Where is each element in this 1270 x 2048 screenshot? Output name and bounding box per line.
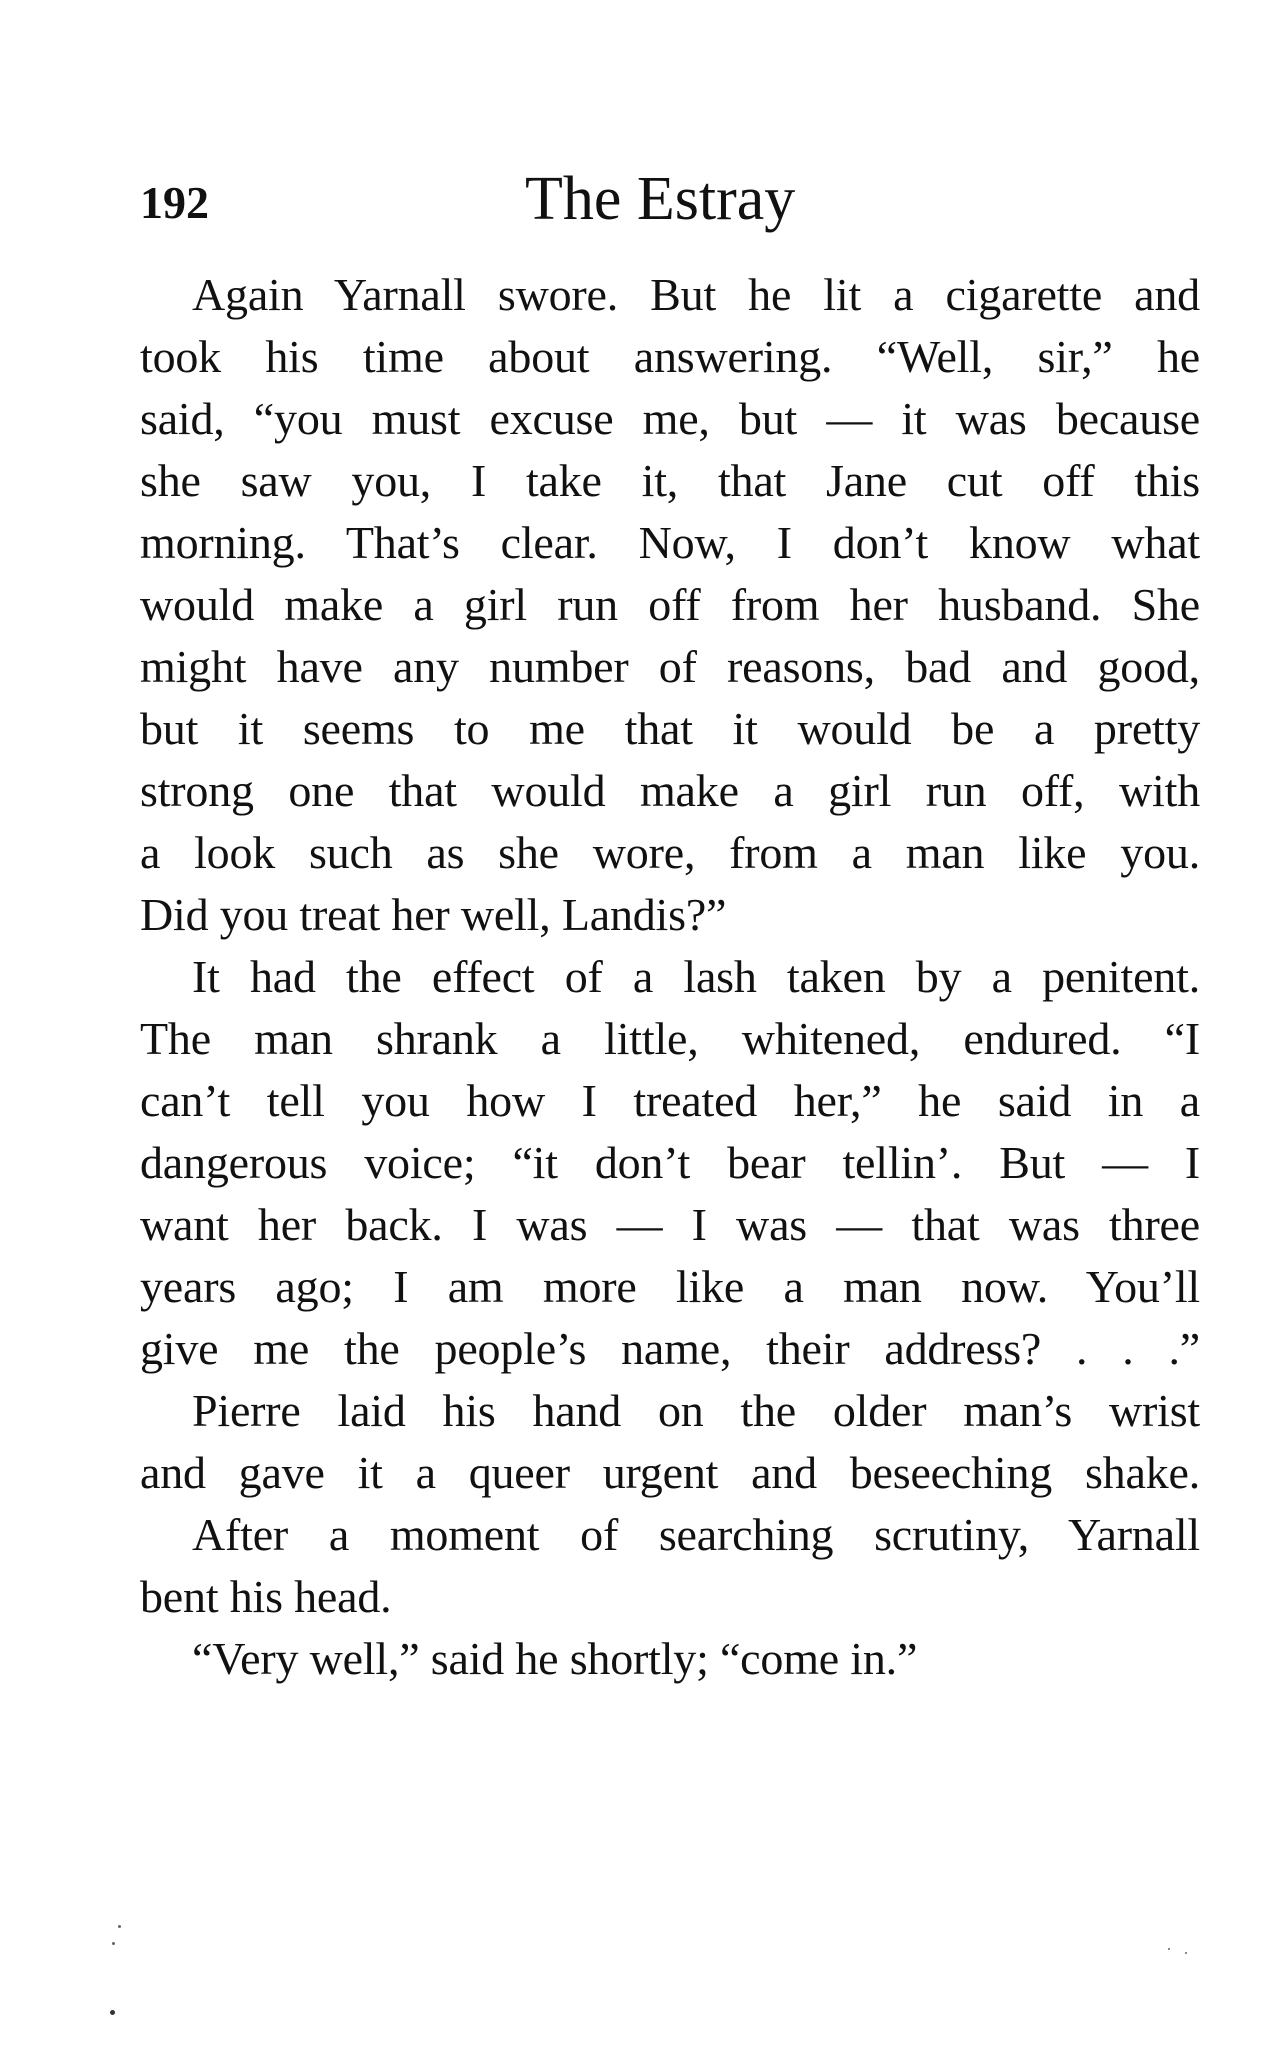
scan-speck <box>1185 1952 1187 1954</box>
text-line: a look such as she wore, from a man like you. <box>140 827 1200 878</box>
text-line: took his time about answering. “Well, sir,” he <box>140 331 1200 382</box>
text-line: Did you treat her well, Landis?” <box>140 889 727 940</box>
text-line: but it seems to me that it would be a pretty <box>140 703 1200 754</box>
text-line: and gave it a queer urgent and beseeching shake. <box>140 1447 1200 1498</box>
text-line: she saw you, I take it, that Jane cut off this <box>140 455 1200 506</box>
text-line: The man shrank a little, whitened, endured. “I <box>140 1013 1200 1064</box>
running-title: The Estray <box>525 165 796 233</box>
page-number: 192 <box>140 177 209 228</box>
text-line: give me the people’s name, their address? . . .” <box>140 1323 1200 1374</box>
running-head <box>140 165 1200 238</box>
scan-speck <box>112 1942 115 1945</box>
text-line: years ago; I am more like a man now. You’ll <box>140 1261 1200 1312</box>
text-line: morning. That’s clear. Now, I don’t know what <box>140 517 1200 568</box>
text-line: dangerous voice; “it don’t bear tellin’. But — I <box>140 1137 1200 1188</box>
text-line: said, “you must excuse me, but — it was because <box>140 393 1200 444</box>
scan-speck <box>1168 1948 1170 1950</box>
text-line: Pierre laid his hand on the older man’s wrist <box>192 1385 1200 1436</box>
text-line: would make a girl run off from her husband. She <box>140 579 1200 630</box>
text-line: can’t tell you how I treated her,” he said in a <box>140 1075 1200 1126</box>
scan-speck <box>118 1925 121 1928</box>
text-line: strong one that would make a girl run off, with <box>140 765 1200 816</box>
scan-speck <box>110 2010 115 2015</box>
text-line: “Very well,” said he shortly; “come in.” <box>192 1633 918 1684</box>
text-line: want her back. I was — I was — that was three <box>140 1199 1200 1250</box>
body-text <box>140 264 1200 1690</box>
text-line: Again Yarnall swore. But he lit a cigarette and <box>192 269 1200 320</box>
text-line: After a moment of searching scrutiny, Yarnall <box>192 1509 1200 1560</box>
text-line: bent his head. <box>140 1571 392 1622</box>
text-line: might have any number of reasons, bad and good, <box>140 641 1200 692</box>
text-line: It had the effect of a lash taken by a penitent. <box>192 951 1200 1002</box>
